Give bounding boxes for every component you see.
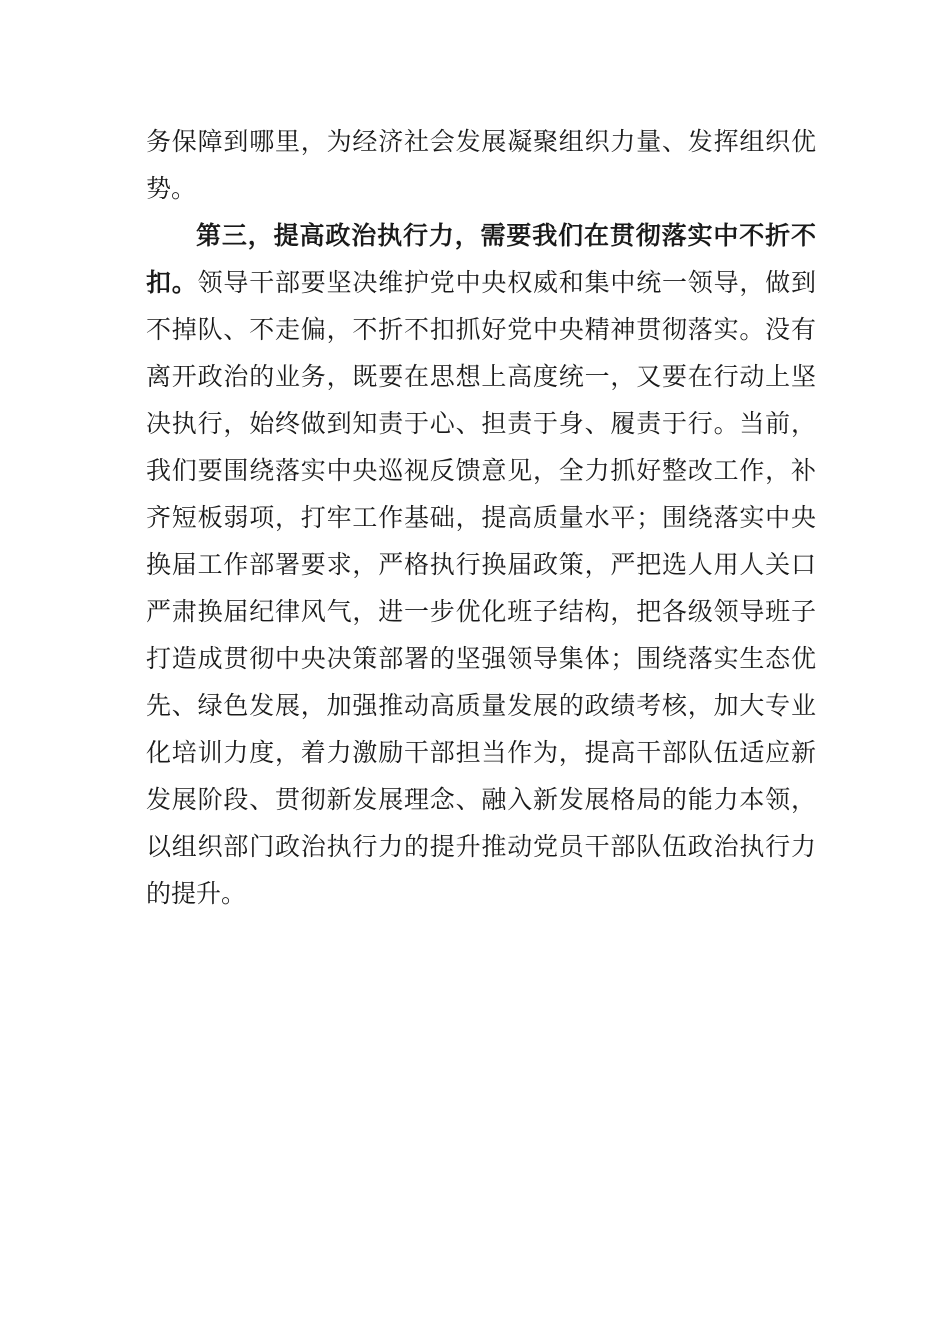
paragraph-2-line-12: 化培训力度，着力激励干部担当作为，提高干部队伍适应新 xyxy=(146,738,816,767)
paragraph-2-line-3: 不掉队、不走偏，不折不扣抓好党中央精神贯彻落实。没有 xyxy=(146,315,816,344)
paragraph-2-line-11: 先、绿色发展，加强推动高质量发展的政绩考核，加大专业 xyxy=(146,691,816,720)
paragraph-2-heading-end: 扣。 xyxy=(146,268,198,297)
paragraph-2-line-2-rest: 领导干部要坚决维护党中央权威和集中统一领导，做到 xyxy=(197,268,816,297)
paragraph-2-heading-line: 第三，提高政治执行力，需要我们在贯彻落实中不折不 xyxy=(196,221,816,250)
paragraph-1-line-1: 务保障到哪里，为经济社会发展凝聚组织力量、发挥组织优 xyxy=(146,127,816,156)
paragraph-2-line-13: 发展阶段、贯彻新发展理念、融入新发展格局的能力本领， xyxy=(146,785,816,814)
paragraph-2-line-9: 严肃换届纪律风气，进一步优化班子结构，把各级领导班子 xyxy=(146,597,816,626)
paragraph-2-line-8: 换届工作部署要求，严格执行换届政策，严把选人用人关口 xyxy=(146,550,816,579)
paragraph-2-line-14: 以组织部门政治执行力的提升推动党员干部队伍政治执行力 xyxy=(146,832,816,861)
paragraph-1-line-2: 势。 xyxy=(146,174,197,203)
paragraph-2-line-4: 离开政治的业务，既要在思想上高度统一，又要在行动上坚 xyxy=(146,362,816,391)
paragraph-2-line-2 xyxy=(146,259,816,306)
paragraph-2-line-5: 决执行，始终做到知责于心、担责于身、履责于行。当前， xyxy=(146,409,816,438)
paragraph-2-line-7: 齐短板弱项，打牢工作基础，提高质量水平；围绕落实中央 xyxy=(146,503,816,532)
paragraph-2-line-15: 的提升。 xyxy=(146,879,247,908)
paragraph-2-line-10: 打造成贯彻中央决策部署的坚强领导集体；围绕落实生态优 xyxy=(146,644,816,673)
paragraph-2-line-6: 我们要围绕落实中央巡视反馈意见，全力抓好整改工作，补 xyxy=(146,456,816,485)
body-text xyxy=(146,118,816,917)
